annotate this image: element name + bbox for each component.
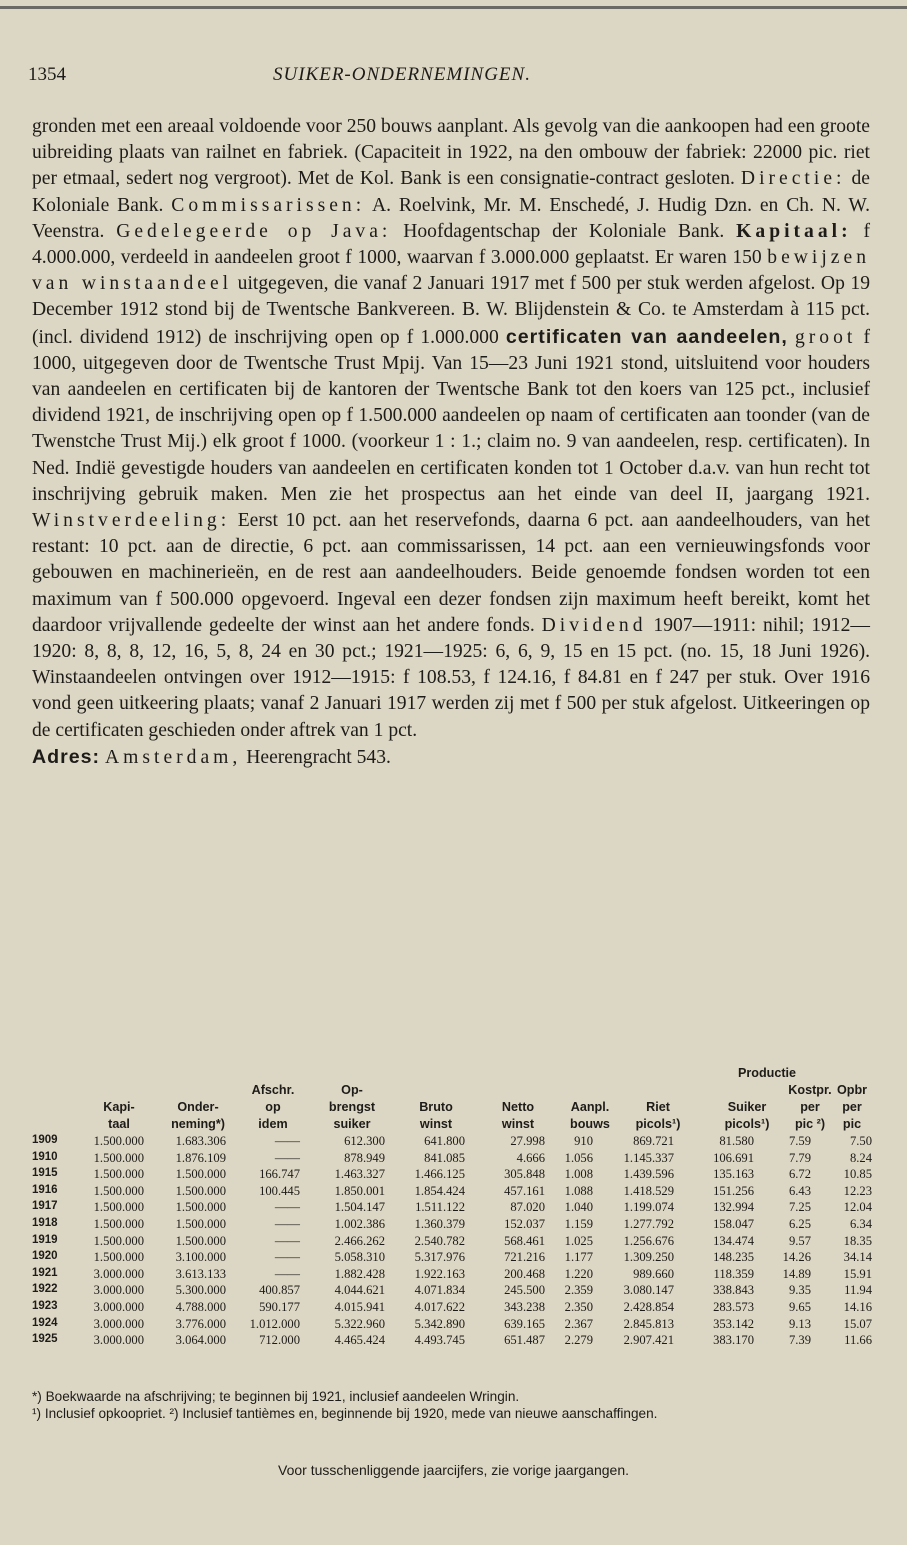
- table-cell: 14.26: [782, 1250, 811, 1265]
- table-cell: 1.500.000: [175, 1183, 226, 1198]
- table-cell: 106.691: [713, 1150, 754, 1165]
- table-cell: 5.058.310: [334, 1250, 385, 1265]
- table-cell: 5.322.960: [334, 1316, 385, 1331]
- table-cell: 383.170: [713, 1333, 754, 1348]
- table-row: [32, 1250, 872, 1267]
- commissarissen-text: A. Roelvink, Mr. M. Enschedé, J. Hudig Dzn. en Ch. N. W. Veenstra.: [32, 194, 870, 242]
- paragraph: [32, 114, 870, 744]
- table-cell: 1.500.000: [93, 1150, 144, 1165]
- table-cell: 135.163: [713, 1167, 754, 1182]
- table-cell: 7.50: [849, 1134, 872, 1148]
- table-cell: 6.25: [788, 1216, 811, 1231]
- table-cell: 1.511.122: [415, 1200, 465, 1215]
- table-cell: 1.850.001: [334, 1183, 385, 1198]
- table-cell: 869.721: [633, 1134, 674, 1148]
- table-cell: 200.468: [504, 1266, 545, 1281]
- table-row: [32, 1134, 872, 1151]
- table-row: [32, 1184, 872, 1201]
- table-cell: 1.309.250: [623, 1250, 674, 1265]
- table-cell: 14.89: [782, 1266, 811, 1281]
- table-cell: 6.72: [788, 1167, 811, 1182]
- year-cell: 1920: [32, 1250, 58, 1263]
- column-header: Kostpr.: [788, 1083, 832, 1097]
- table-cell: 6.34: [849, 1216, 872, 1231]
- table-cell: 305.848: [504, 1167, 545, 1182]
- column-header: per: [842, 1100, 862, 1114]
- table-cell: 27.998: [510, 1134, 545, 1148]
- adres-text: Heerengracht 543.: [246, 746, 391, 768]
- table-cell: 81.580: [719, 1134, 754, 1148]
- adres-city: Amsterdam,: [104, 746, 242, 768]
- column-header: picols¹): [724, 1117, 770, 1131]
- column-header: brengst: [328, 1100, 376, 1114]
- table-cell: 1.040: [564, 1200, 593, 1215]
- table-cell: 3.000.000: [93, 1266, 144, 1281]
- column-header: suiker: [333, 1117, 371, 1131]
- table-cell: 6.43: [788, 1183, 811, 1198]
- column-header: taal: [108, 1117, 130, 1131]
- bewijzen-text: uitgegeven, die vanaf 2 Januari 1917 met f 500 per stuk werden afgelost. Op 19 December 1912 stond bij de Twentsche Bankvereen. B. W. Blijdenstein & Co. te Amsterdam à 115 pct. (incl. dividend 1912) de inschrijving open op f 1.000.000: [32, 273, 870, 348]
- table-cell: 989.660: [633, 1266, 674, 1281]
- table-header-row: [32, 1117, 872, 1134]
- directie-label: Directie:: [740, 168, 846, 190]
- column-header: per: [800, 1100, 820, 1114]
- table-cell: 12.04: [843, 1200, 872, 1215]
- table-cell: 4.788.000: [175, 1299, 226, 1314]
- table-cell: 841.085: [424, 1150, 465, 1165]
- table-row: [32, 1151, 872, 1168]
- table-cell: 1.500.000: [93, 1134, 144, 1148]
- table-cell: 2.359: [564, 1283, 593, 1298]
- table-cell: 1.500.000: [93, 1233, 144, 1248]
- winstverdeeling-text: Eerst 10 pct. aan het reservefonds, daarna 6 pct. aan aandeelhouders, van het restant: 10 pct. aan de directie, 6 pct. aan commissarissen, 14 pct. aan een vernieuwingsfonds voor gebouwen en machinerieën, en de rest aan aandeelhouders. Beide genoemde fondsen worden tot een maximum van f 500.000 opgevoerd. Ingeval een dezer fondsen zijn maximum heeft bereikt, komt het daardoor vrijvallende gedeelte der winst aan het andere fonds.: [32, 510, 870, 636]
- table-cell: 5.317.976: [414, 1250, 465, 1265]
- table-row: [32, 1300, 872, 1317]
- footnote-1: *) Boekwaarde na afschrijving; te beginnen bij 1921, inclusief aandeelen Wringin.: [32, 1389, 520, 1404]
- gedelegeerde-label: Gedelegeerde op Java:: [116, 220, 392, 242]
- table-cell: 5.300.000: [175, 1283, 226, 1298]
- table-cell: 2.428.854: [623, 1299, 674, 1314]
- table-row: [32, 1234, 872, 1251]
- table-cell: 134.474: [713, 1233, 754, 1248]
- table-cell: 4.015.941: [334, 1299, 385, 1314]
- column-header: Riet: [646, 1100, 670, 1114]
- table-cell: 152.037: [504, 1216, 545, 1231]
- table-cell: 1.256.676: [623, 1233, 674, 1248]
- table-cell: 15.07: [843, 1316, 872, 1331]
- column-header: Netto: [501, 1100, 535, 1114]
- table-cell: 7.79: [788, 1150, 811, 1165]
- table-cell: 1.159: [564, 1216, 593, 1231]
- column-header: Op-: [341, 1083, 363, 1097]
- table-row: [32, 1317, 872, 1334]
- table-cell: 118.359: [713, 1266, 754, 1281]
- table-row: [32, 1283, 872, 1300]
- table-cell: 1.002.386: [334, 1216, 385, 1231]
- table-cell: 1.500.000: [93, 1216, 144, 1231]
- column-header: bouws: [570, 1117, 610, 1131]
- year-cell: 1922: [32, 1283, 58, 1296]
- table-row: [32, 1267, 872, 1284]
- table-cell: 1.177: [564, 1250, 593, 1265]
- column-header: Opbr: [836, 1083, 868, 1097]
- certificaten-text: f 1000, uitgegeven door de Twentsche Trust Mpij. Van 15—23 Juni 1921 stond, uitsluitend voor houders van aandeelen en certificaten bij de kantoren der Twentsche Bank tot den koers van 125 pct., inclusief dividend 1921, de inschrijving open op f 1.500.000 aandeelen op naam of certificaten aan toonder (van de Twenstche Trust Mij.) elk groot f 1000. (voorkeur 1 : 1.; claim no. 9 van aandeelen, resp. certificaten). In Ned. Indië gevestigde houders van aandeelen en certificaten konden tot 1 October d.a.v. van hun recht tot inschrijving gebruik maken. Men zie het prospectus aan het einde van deel II, jaargang 1921.: [32, 326, 870, 505]
- table-cell: 3.613.133: [175, 1266, 226, 1281]
- table-cell: 3.000.000: [93, 1333, 144, 1348]
- table-cell: 1.012.000: [249, 1316, 300, 1331]
- table-cell: 1.683.306: [175, 1134, 226, 1148]
- table-cell: 2.350: [564, 1299, 593, 1314]
- table-cell: 1.500.000: [93, 1200, 144, 1215]
- table-cell: 4.493.745: [414, 1333, 465, 1348]
- kapitaal-label: Kapitaal:: [736, 220, 852, 242]
- table-cell: 651.487: [504, 1333, 545, 1348]
- table-cell: 3.776.000: [175, 1316, 226, 1331]
- table-cell: ——: [274, 1134, 300, 1148]
- table-cell: 1.500.000: [175, 1167, 226, 1182]
- table-cell: 151.256: [713, 1183, 754, 1198]
- table-cell: 5.342.890: [414, 1316, 465, 1331]
- table-cell: 4.017.622: [414, 1299, 465, 1314]
- table-cell: 1.500.000: [93, 1167, 144, 1182]
- year-cell: 1919: [32, 1233, 58, 1246]
- table-cell: ——: [274, 1216, 300, 1231]
- table-cell: 1.056: [564, 1150, 593, 1165]
- table-cell: 4.465.424: [334, 1333, 385, 1348]
- table-cell: 343.238: [504, 1299, 545, 1314]
- year-cell: 1923: [32, 1299, 58, 1312]
- winstverdeeling-label: Winstverdeeling:: [32, 510, 231, 532]
- table-cell: 641.800: [424, 1134, 465, 1148]
- table-cell: 12.23: [843, 1183, 872, 1198]
- table-cell: 878.949: [344, 1150, 385, 1165]
- table-cell: ——: [274, 1266, 300, 1281]
- table-cell: 1.466.125: [414, 1167, 465, 1182]
- table-cell: 3.000.000: [93, 1316, 144, 1331]
- column-header: idem: [258, 1117, 288, 1131]
- table-header-row: [32, 1083, 872, 1100]
- table-body: [32, 1134, 872, 1350]
- gedelegeerde-text: Hoofdagentschap der Koloniale Bank.: [403, 220, 725, 242]
- column-header: Suiker: [727, 1100, 767, 1114]
- table-cell: 4.044.621: [334, 1283, 385, 1298]
- table-cell: 1.277.792: [623, 1216, 674, 1231]
- table-cell: 4.071.834: [414, 1283, 465, 1298]
- table-cell: 3.064.000: [175, 1333, 226, 1348]
- table-cell: 7.25: [788, 1200, 811, 1215]
- kapitaal-text: f 4.000.000, verdeeld in aandeelen groot f 1000, waarvan f 3.000.000 geplaatst. Er waren 150: [32, 220, 870, 269]
- table-cell: 1.418.529: [623, 1183, 674, 1198]
- table-cell: 283.573: [713, 1299, 754, 1314]
- table-cell: 11.66: [844, 1333, 872, 1348]
- table-cell: 338.843: [713, 1283, 754, 1298]
- column-header: pic ²): [794, 1117, 826, 1131]
- body-text: [32, 114, 870, 771]
- table-header-row: [32, 1100, 872, 1117]
- column-header: Kapi-: [103, 1100, 135, 1114]
- table-cell: 1.500.000: [175, 1216, 226, 1231]
- table-cell: 245.500: [504, 1283, 545, 1298]
- adres-label: Adres:: [32, 745, 101, 768]
- table-cell: 2.279: [564, 1333, 593, 1348]
- year-cell: 1918: [32, 1216, 58, 1229]
- table-cell: 2.845.813: [623, 1316, 674, 1331]
- commissarissen-label: Commissarissen:: [171, 194, 366, 216]
- table-row: [32, 1217, 872, 1234]
- table-cell: 7.39: [788, 1333, 811, 1348]
- table-cell: 1.500.000: [93, 1183, 144, 1198]
- table-cell: 9.65: [788, 1299, 811, 1314]
- column-header: winst: [419, 1117, 453, 1131]
- table-cell: 1.504.147: [334, 1200, 385, 1215]
- table-cell: 15.91: [843, 1266, 872, 1281]
- column-header: Aanpl.: [570, 1100, 610, 1114]
- table-cell: 11.94: [844, 1283, 872, 1298]
- year-cell: 1921: [32, 1266, 58, 1279]
- table-cell: 1.439.596: [623, 1167, 674, 1182]
- table-cell: 400.857: [259, 1283, 300, 1298]
- column-header: picols¹): [635, 1117, 681, 1131]
- column-header: pic: [842, 1117, 862, 1131]
- table-cell: 1.876.109: [175, 1150, 226, 1165]
- table-cell: 1.854.424: [414, 1183, 465, 1198]
- directie-text: de Koloniale Bank.: [32, 168, 870, 216]
- table-cell: 721.216: [504, 1250, 545, 1265]
- table-cell: 1.145.337: [623, 1150, 674, 1165]
- table-cell: 166.747: [259, 1167, 300, 1182]
- footer-note: Voor tusschenliggende jaarcijfers, zie vorige jaargangen.: [278, 1462, 629, 1478]
- table-cell: 9.57: [788, 1233, 811, 1248]
- financial-table: [32, 1066, 872, 1350]
- table-cell: 1.199.074: [623, 1200, 674, 1215]
- table-cell: ——: [274, 1250, 300, 1265]
- table-cell: 1.882.428: [334, 1266, 385, 1281]
- table-cell: 87.020: [510, 1200, 545, 1215]
- table-cell: 1.463.327: [334, 1167, 385, 1182]
- table-cell: 353.142: [713, 1316, 754, 1331]
- groot-label: groot: [794, 326, 857, 348]
- dividend-label: Dividend: [541, 614, 647, 636]
- table-cell: 1.500.000: [175, 1233, 226, 1248]
- table-cell: 9.13: [788, 1316, 811, 1331]
- table-cell: 1.500.000: [93, 1250, 144, 1265]
- table-cell: 910: [574, 1134, 593, 1148]
- column-header: op: [265, 1100, 281, 1114]
- table-cell: 712.000: [259, 1333, 300, 1348]
- column-header: neming*): [171, 1117, 225, 1131]
- table-cell: ——: [274, 1233, 300, 1248]
- table-cell: 1.360.379: [414, 1216, 465, 1231]
- table-cell: 2.907.421: [623, 1333, 674, 1348]
- table-cell: 639.165: [504, 1316, 545, 1331]
- table-cell: 1.220: [564, 1266, 593, 1281]
- table-cell: 8.24: [849, 1150, 872, 1165]
- page-title: SUIKER-ONDERNEMINGEN.: [273, 64, 531, 85]
- footnote-2: ¹) Inclusief opkoopriet. ²) Inclusief tantièmes en, beginnende bij 1920, mede van nieuwe aanschaffingen.: [32, 1406, 658, 1421]
- year-cell: 1916: [32, 1183, 58, 1196]
- year-cell: 1909: [32, 1134, 58, 1146]
- table-row: [32, 1200, 872, 1217]
- table-cell: 34.14: [843, 1250, 872, 1265]
- table-group-header-row: [32, 1066, 872, 1083]
- table-cell: 158.047: [713, 1216, 754, 1231]
- table-cell: 18.35: [843, 1233, 872, 1248]
- table-cell: 3.000.000: [93, 1283, 144, 1298]
- table-cell: ——: [274, 1150, 300, 1165]
- table-header: [32, 1083, 872, 1134]
- table-cell: 148.235: [713, 1250, 754, 1265]
- year-cell: 1910: [32, 1150, 58, 1163]
- table-cell: 3.080.147: [623, 1283, 674, 1298]
- table-cell: 4.666: [516, 1150, 545, 1165]
- table-cell: 100.445: [259, 1183, 300, 1198]
- table-cell: 568.461: [504, 1233, 545, 1248]
- dividend-text: 1907—1911: nihil; 1912—1920: 8, 8, 8, 12, 16, 5, 8, 24 en 30 pct.; 1921—1925: 6, 6, 9, 15 en 15 pct. (no. 15, 18 Juni 1926). Winstaandeelen ontvingen over 1912—1915: f 108.53, f 124.16, f 84.81 en f 247 per stuk. Over 1916 vond geen uitkeering plaats; vanaf 2 Januari 1917 werden zij met f 500 per stuk afgelost. Uitkeeringen op de certificaten geschieden onder aftrek van 1 pct.: [32, 614, 870, 741]
- year-cell: 1925: [32, 1333, 58, 1346]
- column-header: Afschr.: [251, 1083, 295, 1097]
- intro-text: gronden met een areaal voldoende voor 250 bouws aanplant. Als gevolg van die aankoopen had een groote uibreiding plaats van railnet en fabriek. (Capaciteit in 1922, na den ombouw der fabriek: 22000 pic. riet per etmaal, sedert nog vergroot). Met de Kol. Bank is een consignatie-contract gesloten.: [32, 116, 870, 190]
- table-cell: 590.177: [259, 1299, 300, 1314]
- table-cell: 3.000.000: [93, 1299, 144, 1314]
- top-rule: [0, 6, 907, 9]
- table-row: [32, 1167, 872, 1184]
- table-cell: 10.85: [843, 1167, 872, 1182]
- table-cell: 1.088: [564, 1183, 593, 1198]
- year-cell: 1915: [32, 1167, 58, 1180]
- table-cell: 3.100.000: [175, 1250, 226, 1265]
- year-cell: 1917: [32, 1200, 58, 1213]
- table-cell: 1.500.000: [175, 1200, 226, 1215]
- year-cell: 1924: [32, 1316, 58, 1329]
- table-cell: 1.025: [564, 1233, 593, 1248]
- address-line: [32, 744, 870, 771]
- certificaten-label: certificaten van aandeelen,: [505, 325, 788, 348]
- table-cell: 2.540.782: [414, 1233, 465, 1248]
- table-cell: 2.367: [564, 1316, 593, 1331]
- productie-header: Productie: [737, 1066, 797, 1080]
- table-cell: 1.008: [564, 1167, 593, 1182]
- table-cell: 132.994: [713, 1200, 754, 1215]
- page-number: 1354: [28, 64, 66, 85]
- table-cell: 457.161: [504, 1183, 545, 1198]
- column-header: Bruto: [419, 1100, 453, 1114]
- table-cell: 1.922.163: [414, 1266, 465, 1281]
- table-cell: 14.16: [843, 1299, 872, 1314]
- table-cell: 2.466.262: [334, 1233, 385, 1248]
- bewijzen-label: bewijzen van winstaandeel: [32, 247, 870, 295]
- table-cell: 612.300: [344, 1134, 385, 1148]
- table-cell: ——: [274, 1200, 300, 1215]
- column-header: Onder-: [177, 1100, 219, 1114]
- column-header: winst: [501, 1117, 535, 1131]
- table-cell: 7.59: [788, 1134, 811, 1148]
- table-cell: 9.35: [788, 1283, 811, 1298]
- footnotes: [32, 1388, 872, 1422]
- table-row: [32, 1333, 872, 1350]
